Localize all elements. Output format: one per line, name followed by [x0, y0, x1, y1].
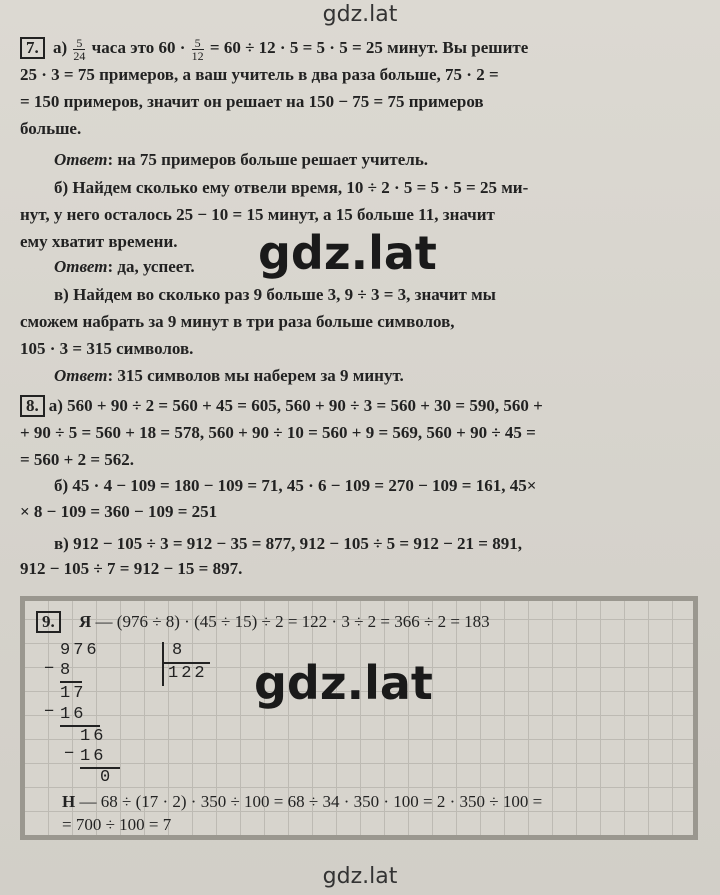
division-row-4: 16 — [80, 727, 107, 746]
ya-label: Я — [79, 612, 92, 631]
fraction-5-24: $\frac{5}{24}$ — [73, 35, 86, 63]
answer-text: : 315 символов мы наберем за 9 минут. — [107, 366, 404, 385]
task7-v-line3: 105 · 3 = 315 символов. — [20, 339, 194, 358]
division-vertical-line — [162, 642, 164, 686]
task8-a-line3: = 560 + 2 = 562. — [20, 450, 135, 469]
answer-text: : на 75 примеров больше решает учитель. — [107, 150, 429, 169]
watermark-mid1: gdz.lat — [258, 226, 437, 280]
task7-line1 — [20, 36, 700, 62]
n-label: Н — [62, 792, 76, 811]
task8-b-line2: × 8 − 109 = 360 − 109 = 251 — [20, 502, 218, 521]
watermark-top: gdz.lat — [322, 2, 398, 27]
task9-n-line2: = 700 ÷ 100 = 7 — [62, 815, 172, 834]
task7-v-line1: в) Найдем во сколько раз 9 больше 3, 9 ÷ 3 = 3, значит мы — [54, 285, 496, 304]
answer-label: Ответ — [54, 366, 108, 385]
fraction-5-12: $\frac{5}{12}$ — [191, 35, 204, 63]
minus-sign: − — [44, 660, 58, 679]
task7-b-line3: ему хватит времени. — [20, 232, 178, 251]
task8-v-line1: в) 912 − 105 ÷ 3 = 912 − 35 = 877, 912 − 105 ÷ 5 = 912 − 21 = 891, — [54, 534, 522, 553]
division-row-1: 8 — [60, 661, 82, 683]
division-quotient: 122 — [168, 664, 208, 683]
division-row-5: 16 — [80, 747, 120, 769]
division-row-3: 16 — [60, 705, 100, 727]
answer-label: Ответ — [54, 257, 108, 276]
watermark-bottom: gdz.lat — [322, 864, 398, 889]
task8-v-line2: 912 − 105 ÷ 7 = 912 − 15 = 897. — [20, 559, 243, 578]
task7-a-text1: часа это 60 · — [91, 38, 186, 57]
task8-number: 8. — [20, 395, 45, 417]
task9-n-line1 — [62, 790, 720, 814]
n-expression: — 68 ÷ (17 · 2) · 350 ÷ 100 = 68 ÷ 34 · 350 · 100 = 2 · 350 ÷ 100 = — [79, 792, 543, 811]
task7-b-line2: нут, у него осталось 25 − 10 = 15 минут, а 15 больше 11, значит — [20, 205, 495, 224]
task8-b-line1: б) 45 · 4 − 109 = 180 − 109 = 71, 45 · 6 − 109 = 270 − 109 = 161, 45× — [54, 476, 537, 495]
ya-expression: — (976 ÷ 8) · (45 ÷ 15) ÷ 2 = 122 · 3 ÷ 2 = 366 ÷ 2 = 183 — [95, 612, 490, 631]
task7-a-text2: = 60 ÷ 12 · 5 = 5 · 5 = 25 минут. Вы решите — [209, 38, 529, 57]
task8-a-line2: + 90 ÷ 5 = 560 + 18 = 578, 560 + 90 ÷ 10 = 560 + 9 = 569, 560 + 90 ÷ 45 = — [20, 423, 536, 442]
division-dividend: 976 — [60, 641, 100, 660]
task7-number: 7. — [20, 37, 45, 59]
task9-number: 9. — [36, 611, 61, 633]
answer-text: : да, успеет. — [107, 257, 195, 276]
division-divisor: 8 — [172, 641, 186, 660]
task7-answer1 — [54, 148, 720, 172]
task7-b-line1: б) Найдем сколько ему отвели время, 10 ÷ 2 · 5 = 5 · 5 = 25 ми- — [54, 178, 529, 197]
task7-answer3 — [54, 364, 720, 388]
division-row-2: 17 — [60, 684, 87, 703]
minus-sign: − — [64, 745, 78, 764]
answer-label: Ответ — [54, 150, 108, 169]
task7-a-prefix: а) — [53, 38, 68, 57]
task7-line4: больше. — [20, 119, 82, 138]
watermark-mid2: gdz.lat — [254, 656, 433, 710]
task8-a-line1: 8. а) 560 + 90 ÷ 2 = 560 + 45 = 605, 560 + 90 ÷ 3 = 560 + 30 = 590, 560 + — [20, 394, 700, 418]
division-row-6: 0 — [100, 768, 114, 787]
task7-line2: 25 · 3 = 75 примеров, а ваш учитель в два раза больше, 75 · 2 = — [20, 65, 499, 84]
task7-line3: = 150 примеров, значит он решает на 150 − 75 = 75 примеров — [20, 92, 484, 111]
minus-sign: − — [44, 703, 58, 722]
task9-ya-line — [36, 610, 716, 634]
task7-v-line2: сможем набрать за 9 минут в три раза больше символов, — [20, 312, 455, 331]
